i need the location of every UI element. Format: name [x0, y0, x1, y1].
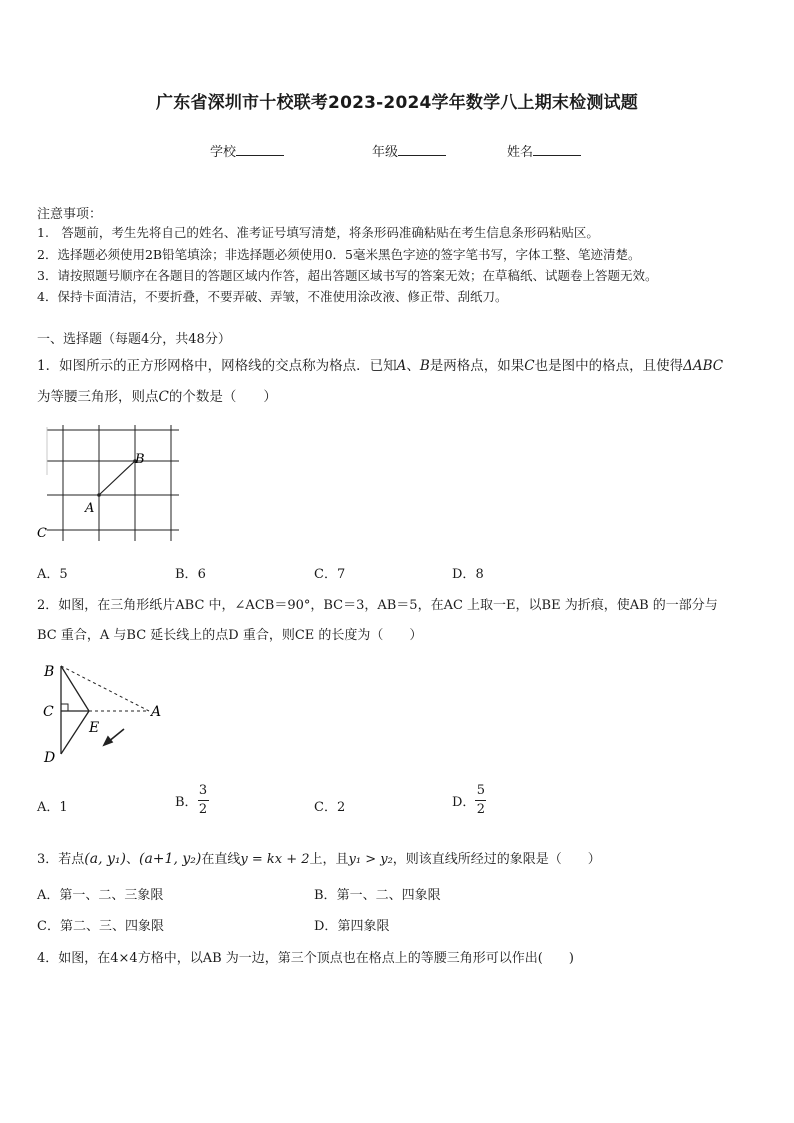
grade-field[interactable]: [372, 141, 446, 160]
q2-line1: 2．如图，在三角形纸片ABC 中，∠ACB＝90°，BC＝3，AB＝5，在AC 上取一E，以BE 为折痕，使AB 的一部分与: [37, 598, 718, 613]
q1-point-c: C: [158, 389, 169, 405]
segment-ab: [99, 461, 135, 495]
q2-option-c[interactable]: C．2: [314, 800, 346, 815]
denominator: 2: [476, 802, 486, 817]
q1-option-b[interactable]: B．6: [175, 567, 206, 582]
q2-option-d[interactable]: D． $\frac{5}{2}$: [452, 783, 486, 817]
school-blank[interactable]: [236, 143, 284, 156]
q1-option-d[interactable]: D．8: [452, 567, 484, 582]
q4-line: 4．如图，在4×4方格中，以AB 为一边，第三个顶点也在格点上的等腰三角形可以作出( ): [37, 951, 574, 966]
page-title: 广东省深圳市十校联考2023-2024学年数学八上期末检测试题: [156, 93, 638, 113]
arrow-icon: [104, 729, 124, 745]
fraction: [475, 784, 486, 817]
numerator: 3: [198, 783, 208, 798]
label-b: B: [135, 452, 145, 467]
right-angle-mark: [61, 704, 68, 711]
label-c: C: [43, 704, 54, 720]
q3-option-d[interactable]: D．第四象限: [314, 919, 390, 934]
label-e: E: [89, 720, 100, 736]
q3-option-c[interactable]: C．第二、三、四象限: [37, 919, 164, 934]
q1-sep: 、: [406, 358, 420, 374]
numerator: 5: [476, 783, 486, 798]
school-label: 学校: [210, 145, 237, 160]
q1-point-a: A: [396, 358, 407, 374]
q3-point-1: (a, y₁): [84, 851, 126, 867]
grid-lines: [47, 425, 179, 541]
q3-line-eq: y = kx + 2: [240, 852, 310, 867]
q3-inequality: y₁ > y₂: [348, 852, 393, 867]
q3-option-a[interactable]: A．第一、二、三象限: [37, 888, 164, 903]
q1-line1: [37, 354, 723, 374]
grade-blank[interactable]: [398, 143, 446, 156]
q2-line2: BC 重合，A 与BC 延长线上的点D 重合，则CE 的长度为（ ）: [37, 628, 423, 643]
q2-triangle-figure: [36, 658, 176, 768]
q1-option-c[interactable]: C．7: [314, 567, 346, 582]
note-item: 4．保持卡面清洁，不要折叠，不要弄破、弄皱，不准使用涂改液、修正带、刮纸刀。: [37, 289, 508, 304]
school-field[interactable]: [210, 141, 284, 160]
grade-label: 年级: [372, 145, 399, 160]
section-heading: 一、选择题（每题4分，共48分）: [37, 332, 231, 347]
q1-text: 是两格点，如果: [429, 358, 525, 374]
q1-text: 的个数是（ ）: [168, 389, 277, 405]
q1-text: 1．如图所示的正方形网格中，网格线的交点称为格点．已知: [37, 358, 397, 374]
label-c: C: [37, 526, 47, 541]
q1-point-b: B: [419, 358, 430, 374]
name-label: 姓名: [507, 145, 534, 160]
label-d: D: [44, 750, 56, 766]
label-b: B: [44, 664, 55, 680]
q3-line: 3．若点(a, y₁)、(a+1, y₂)在直线y = kx + 2上，且y₁ > y₂，则该直线所经过的象限是（ ）: [37, 851, 601, 867]
q1-grid-figure: [33, 415, 183, 543]
q1-point-c: C: [524, 358, 535, 374]
note-item: 1. 答题前，考生先将自己的姓名、准考证号填写清楚，将条形码准确粘贴在考生信息条形码粘贴区。: [37, 225, 599, 240]
name-field[interactable]: [507, 141, 581, 160]
q1-line2: [37, 385, 277, 405]
q2-option-a[interactable]: A．1: [37, 800, 68, 815]
name-blank[interactable]: [533, 143, 581, 156]
q1-text: 为等腰三角形，则点: [37, 389, 159, 405]
segment-de: [61, 711, 89, 754]
label-a: A: [85, 501, 95, 516]
fraction: [198, 784, 209, 817]
q1-option-a[interactable]: A．5: [37, 567, 68, 582]
point-a-dot: [97, 493, 101, 497]
segment-ba-dashed: [61, 666, 149, 711]
notes-heading: 注意事项：: [37, 207, 103, 222]
q2-option-b[interactable]: B． $\frac{3}{2}$: [175, 783, 208, 817]
note-item: 3．请按照题号顺序在各题目的答题区域内作答，超出答题区域书写的答案无效；在草稿纸、试题卷上答题无效。: [37, 268, 658, 283]
note-item: 2．选择题必须使用2B铅笔填涂；非选择题必须使用0．5毫米黑色字迹的签字笔书写，字体工整、笔迹清楚。: [37, 247, 641, 262]
label-a: A: [151, 704, 162, 720]
q1-text: 也是图中的格点，且使得: [534, 358, 684, 374]
q3-option-b[interactable]: B．第一、二、四象限: [314, 888, 441, 903]
q3-point-2: (a+1, y₂): [139, 851, 202, 867]
q1-triangle: ΔABC: [683, 358, 724, 374]
denominator: 2: [198, 802, 208, 817]
